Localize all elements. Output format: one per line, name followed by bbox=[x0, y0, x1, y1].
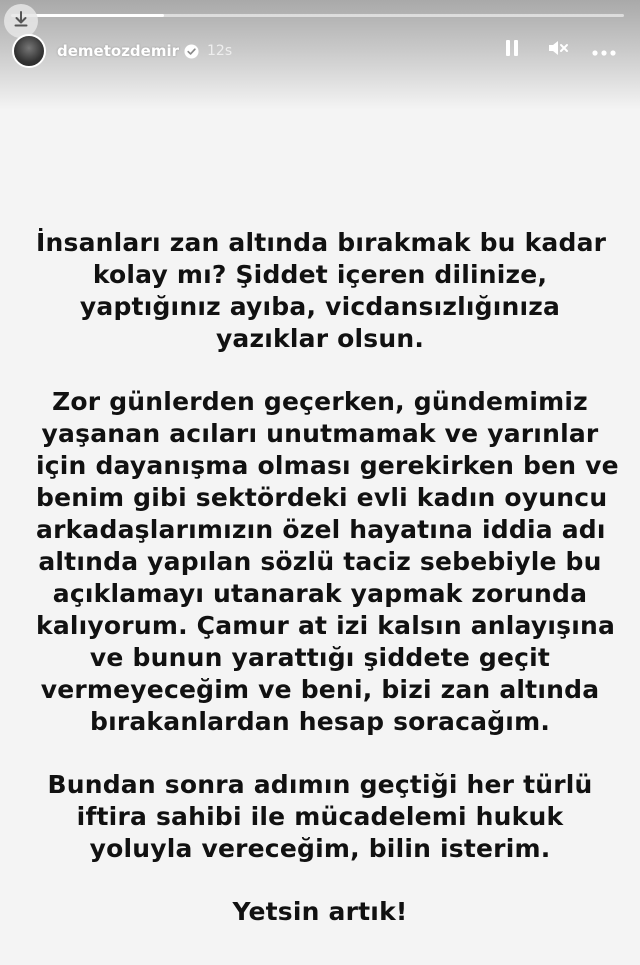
text-line: altında yapılan sözlü taciz sebebiyle bu bbox=[38, 547, 602, 576]
text-line: için dayanışma olması gerekirken ben ve bbox=[36, 451, 619, 480]
avatar[interactable] bbox=[12, 34, 46, 68]
text-line: Bundan sonra adımın geçtiği her türlü bbox=[47, 770, 593, 799]
download-icon bbox=[12, 10, 30, 32]
text-paragraph bbox=[36, 769, 604, 865]
text-line: İnsanları zan altında bırakmak bu kadar bbox=[36, 228, 607, 257]
verified-badge-icon bbox=[184, 44, 199, 59]
text-line: bırakanlardan hesap soracağım. bbox=[89, 707, 551, 736]
text-line: arkadaşlarımızın özel hayatına iddia adı bbox=[36, 515, 606, 544]
text-line: açıklamayı utanarak yapmak zorunda bbox=[52, 579, 588, 608]
pause-icon bbox=[504, 39, 520, 61]
username-link[interactable]: demetozdemir bbox=[57, 42, 179, 60]
text-line: Yetsin artık! bbox=[232, 897, 408, 926]
text-line: kalıyorum. Çamur at izi kalsın anlayışına bbox=[36, 611, 616, 640]
text-paragraph bbox=[36, 896, 604, 928]
story-progress-bar bbox=[11, 14, 624, 17]
text-paragraph bbox=[36, 386, 619, 738]
story-text bbox=[36, 227, 619, 959]
text-line: Zor günlerden geçerken, gündemimiz bbox=[52, 387, 588, 416]
text-line: yazıklar olsun. bbox=[215, 324, 425, 353]
text-line: iftira sahibi ile mücadelemi hukuk bbox=[76, 802, 564, 831]
text-line: kolay mı? Şiddet içeren dilinize, bbox=[92, 260, 548, 289]
text-paragraph bbox=[36, 227, 607, 355]
more-options-icon bbox=[592, 41, 616, 60]
story-controls bbox=[500, 38, 616, 62]
more-options-button[interactable] bbox=[592, 38, 616, 62]
post-time: 12s bbox=[207, 43, 233, 59]
text-line: yaptığınız ayıba, vicdansızlığınıza bbox=[79, 292, 561, 321]
text-line: yaşanan acıları unutmamak ve yarınlar bbox=[41, 419, 599, 448]
pause-button[interactable] bbox=[500, 38, 524, 62]
text-line: yoluyla vereceğim, bilin isterim. bbox=[89, 834, 551, 863]
text-line: ve bunun yarattığı şiddete geçit bbox=[89, 643, 551, 672]
text-line: vermeyeceğim ve beni, bizi zan altında bbox=[40, 675, 600, 704]
story-header bbox=[12, 31, 232, 71]
mute-button[interactable] bbox=[546, 38, 570, 62]
speaker-muted-icon bbox=[547, 39, 569, 61]
text-line: benim gibi sektördeki evli kadın oyuncu bbox=[36, 483, 608, 512]
